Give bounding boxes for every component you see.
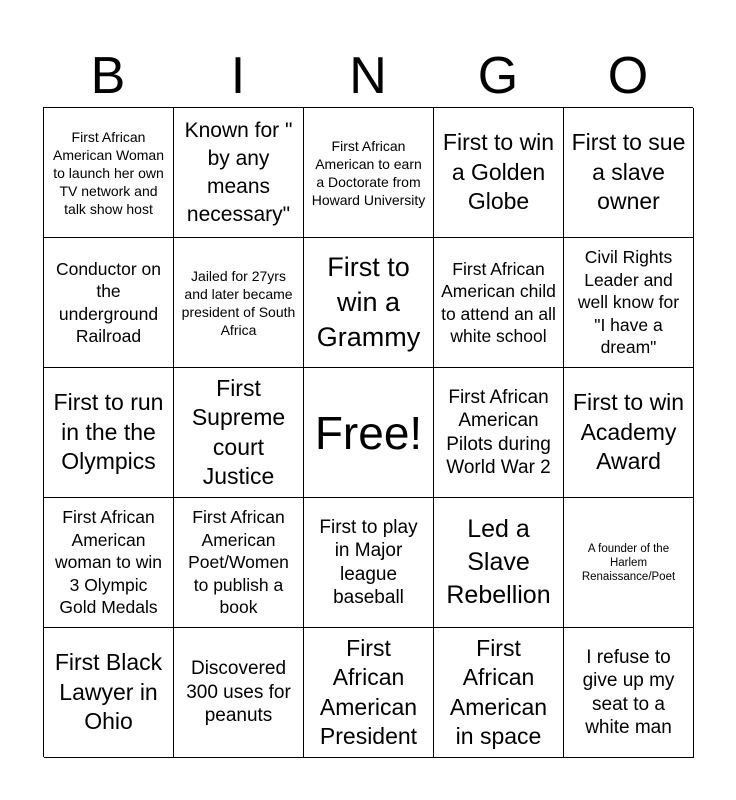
cell-text: First African American President — [319, 634, 418, 749]
bingo-cell[interactable] — [174, 368, 304, 498]
bingo-cell[interactable] — [304, 238, 434, 368]
bingo-cell[interactable] — [304, 108, 434, 238]
bingo-cell[interactable] — [434, 628, 564, 758]
bingo-board — [43, 107, 693, 757]
bingo-cell[interactable] — [44, 628, 174, 758]
cell-text: Civil Rights Leader and well know for "I have a dream" — [577, 247, 680, 358]
bingo-cell[interactable] — [564, 368, 694, 498]
bingo-cell[interactable] — [564, 238, 694, 368]
bingo-cell[interactable] — [44, 238, 174, 368]
cell-text: First Supreme court Justice — [191, 374, 286, 489]
header-letter-o: O — [607, 47, 649, 105]
cell-text: First to run in the the Olympics — [53, 389, 164, 475]
cell-text: First to play in Major league baseball — [319, 516, 418, 608]
bingo-cell[interactable] — [434, 238, 564, 368]
bingo-cell[interactable] — [564, 628, 694, 758]
cell-text: First to win Academy Award — [572, 389, 685, 475]
bingo-cell[interactable] — [174, 498, 304, 628]
bingo-header — [43, 48, 693, 104]
cell-text: Known for " by any means necessary" — [184, 118, 293, 226]
bingo-cell[interactable] — [174, 238, 304, 368]
cell-text: First African American Pilots during World War 2 — [446, 386, 551, 478]
cell-text: First Black Lawyer in Ohio — [54, 649, 163, 735]
bingo-cell[interactable] — [174, 628, 304, 758]
cell-text: I refuse to give up my seat to a white man — [582, 646, 675, 738]
header-letter-g: G — [477, 47, 519, 105]
bingo-cell[interactable] — [434, 498, 564, 628]
header-letter-i: I — [230, 47, 246, 105]
cell-text: Led a Slave Rebellion — [446, 515, 551, 609]
cell-text: First African American Poet/Women to publish a book — [188, 507, 289, 618]
free-space-label: Free! — [314, 406, 423, 459]
bingo-cell[interactable] — [174, 108, 304, 238]
cell-text: First African American woman to win 3 Olympic Gold Medals — [55, 507, 162, 618]
header-letter-b: B — [90, 47, 126, 105]
free-space-cell[interactable] — [304, 368, 434, 498]
cell-text: First to win a Golden Globe — [442, 129, 555, 215]
cell-text: First to sue a slave owner — [571, 129, 686, 215]
cell-text: First African American in space — [449, 634, 548, 749]
bingo-cell[interactable] — [44, 368, 174, 498]
cell-text: A founder of the Harlem Renaissance/Poet — [581, 542, 676, 583]
cell-text: Discovered 300 uses for peanuts — [186, 658, 291, 727]
bingo-cell[interactable] — [44, 498, 174, 628]
cell-text: First African American to earn a Doctorate from Howard University — [311, 137, 426, 208]
cell-text: First African American child to attend an all white school — [441, 258, 556, 346]
cell-text: First to win a Grammy — [316, 252, 421, 352]
bingo-cell[interactable] — [434, 368, 564, 498]
bingo-cell[interactable] — [564, 108, 694, 238]
bingo-cell[interactable] — [304, 498, 434, 628]
bingo-cell[interactable] — [434, 108, 564, 238]
bingo-cell[interactable] — [44, 108, 174, 238]
bingo-cell[interactable] — [564, 498, 694, 628]
header-letter-n: N — [349, 47, 387, 105]
cell-text: First African American Woman to launch her own TV network and talk show host — [52, 128, 164, 217]
cell-text: Jailed for 27yrs and later became president of South Africa — [181, 267, 296, 338]
bingo-cell[interactable] — [304, 628, 434, 758]
cell-text: Conductor on the underground Railroad — [55, 258, 162, 346]
